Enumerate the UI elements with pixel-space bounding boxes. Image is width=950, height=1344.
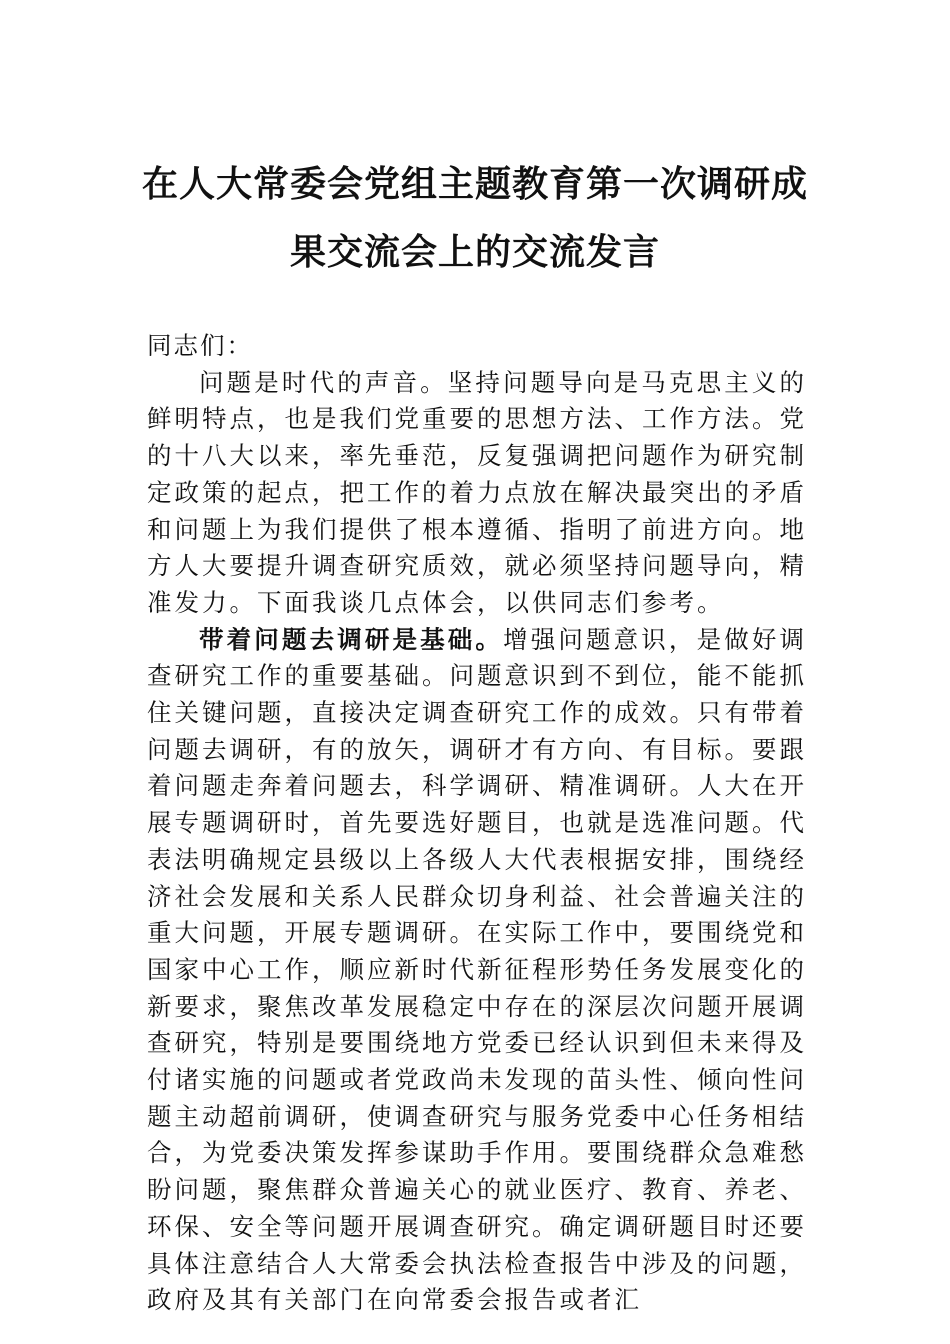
paragraph-body-text: 增强问题意识，是做好调查研究工作的重要基础。问题意识到不到位，能不能抓住关键问题，直接决定调查研究工作的成效。只有带着问题去调研，有的放矢，调研才有方向、有目标。要跟着问题走奔着问题去，科学调研、精准调研。人大在开展专题调研时，首先要选好题目，也就是选准问题。代表法明确规定县级以上各级人大代表根据安排，围绕经济社会发展和关系人民群众切身利益、社会普遍关注的重大问题，开展专题调研。在实际工作中，要围绕党和国家中心工作，顺应新时代新征程形势任务发展变化的新要求，聚焦改革发展稳定中存在的深层次问题开展调查研究，特别是要围绕地方党委已经认识到但未来得及付诸实施的问题或者党政尚未发现的苗头性、倾向性问题主动超前调研，使调查研究与服务党委中心任务相结合，为党委决策发挥参谋助手作用。要围绕群众急难愁盼问题，聚焦群众普遍关心的就业医疗、教育、养老、环保、安全等问题开展调查研究。确定调研题目时还要具体注意结合人大常委会执法检查报告中涉及的问题，政府及其有关部门在向常委会报告或者汇	[147, 624, 808, 1315]
paragraph-research-basis	[147, 622, 807, 1319]
paragraph-intro: 问题是时代的声音。坚持问题导向是马克思主义的鲜明特点，也是我们党重要的思想方法、工作方法。党的十八大以来，率先垂范，反复强调把问题作为研究制定政策的起点，把工作的着力点放在解决最突出的矛盾和问题上为我们提供了根本遵循、指明了前进方向。地方人大要提升调查研究质效，就必须坚持问题导向，精准发力。下面我谈几点体会，以供同志们参考。	[147, 367, 807, 617]
salutation: 同志们：	[147, 331, 253, 360]
document-title-line-1: 在人大常委会党组主题教育第一次调研成	[141, 164, 808, 205]
paragraph-lead-heading: 带着问题去调研是基础。	[199, 624, 504, 654]
document-title-line-2: 果交流会上的交流发言	[289, 232, 660, 273]
document-body	[147, 328, 807, 1319]
